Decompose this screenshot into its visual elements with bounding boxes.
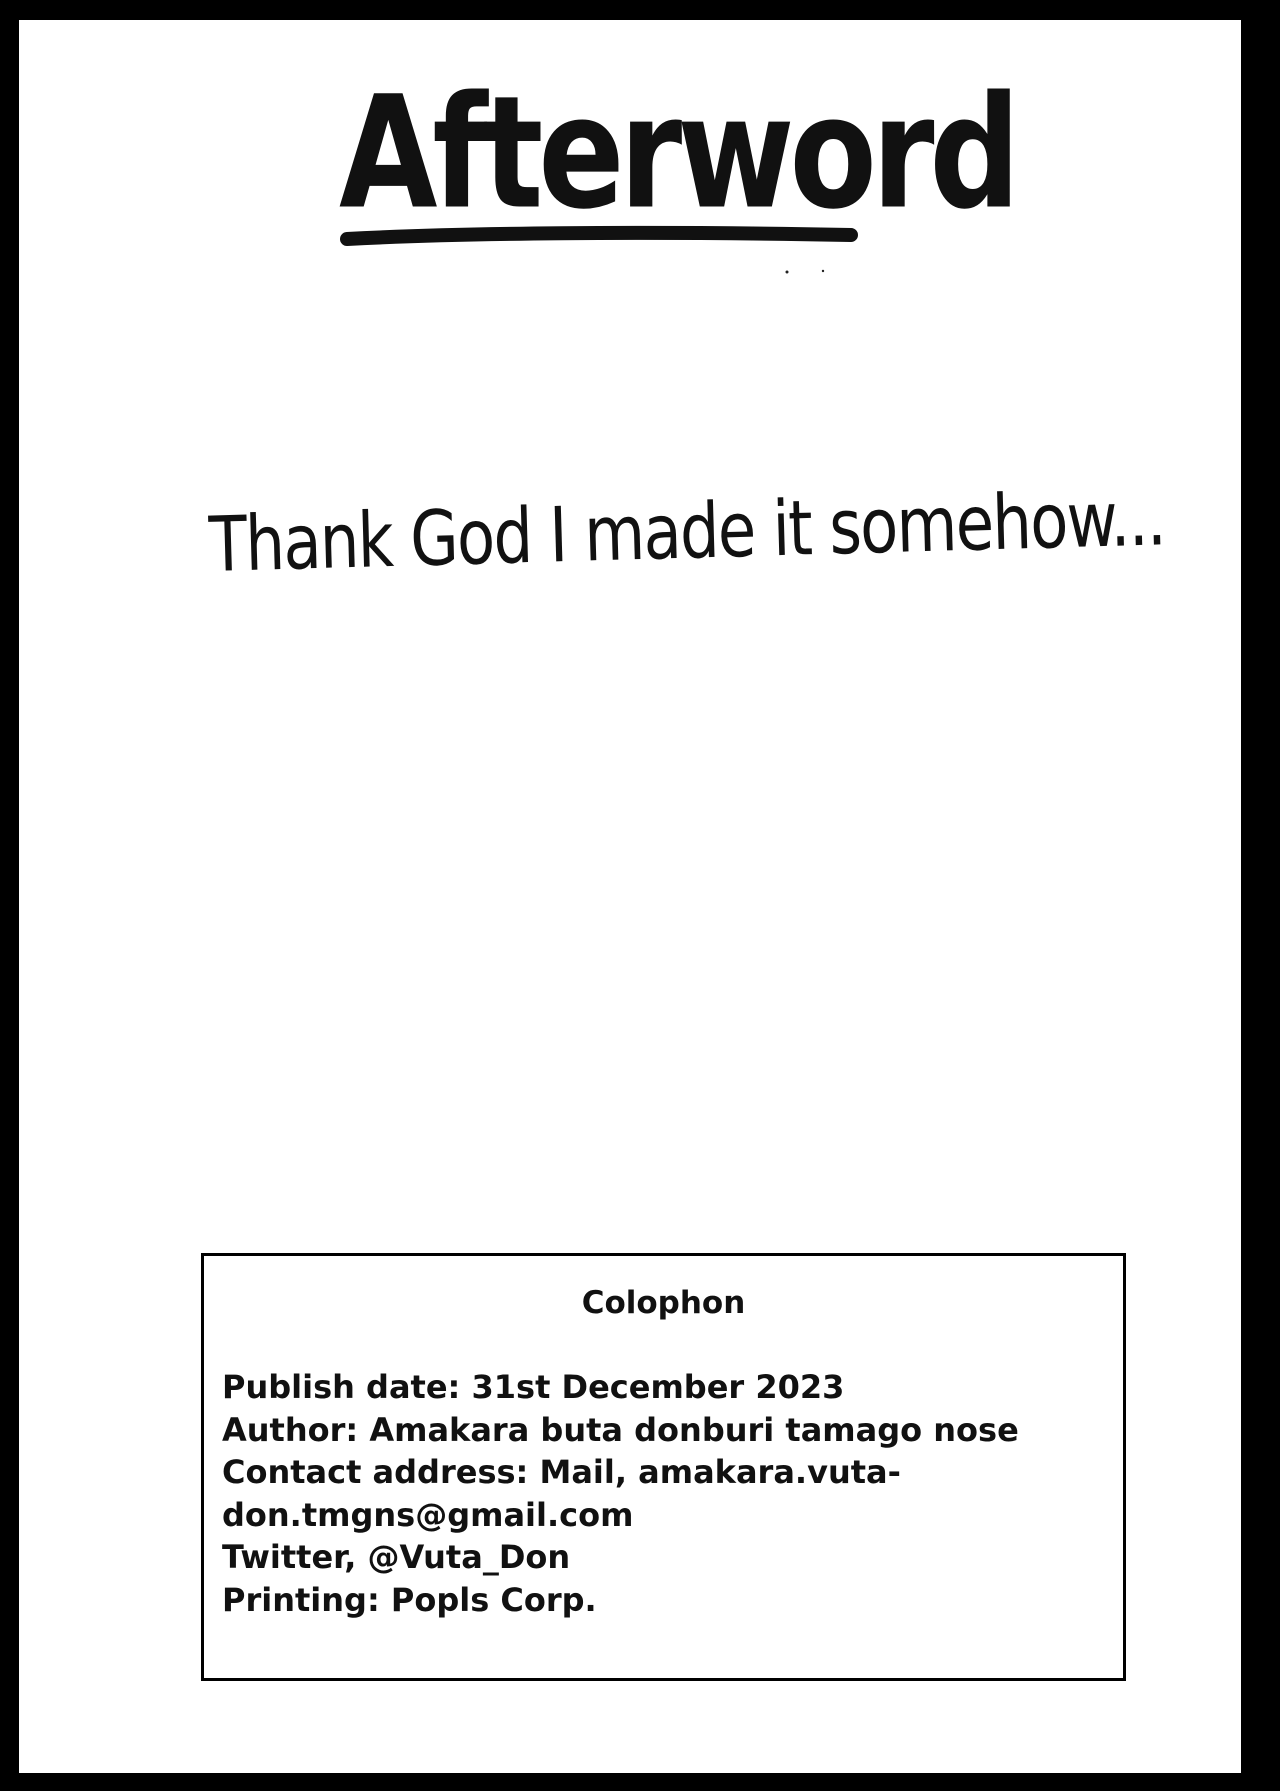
title-underline [339, 225, 859, 247]
publish-date: Publish date: 31st December 2023 [222, 1368, 845, 1406]
page-paper [19, 20, 1241, 1773]
page-title: Afterword [339, 62, 1016, 244]
colophon-heading: Colophon [581, 1285, 746, 1321]
colophon-box [201, 1253, 1126, 1681]
printing-line: Printing: Popls Corp. [222, 1580, 597, 1619]
author-line: Author: Amakara buta donburi tamago nose [222, 1410, 1019, 1449]
colophon-details [222, 1366, 1102, 1621]
twitter-line: Twitter, @Vuta_Don [222, 1538, 571, 1576]
afterword-message: Thank God I made it somehow... [207, 473, 1166, 589]
contact-address-line: Contact address: Mail, amakara.vuta- [222, 1453, 901, 1491]
contact-email-line: don.tmgns@gmail.com [222, 1495, 634, 1534]
ink-specks [779, 268, 839, 276]
